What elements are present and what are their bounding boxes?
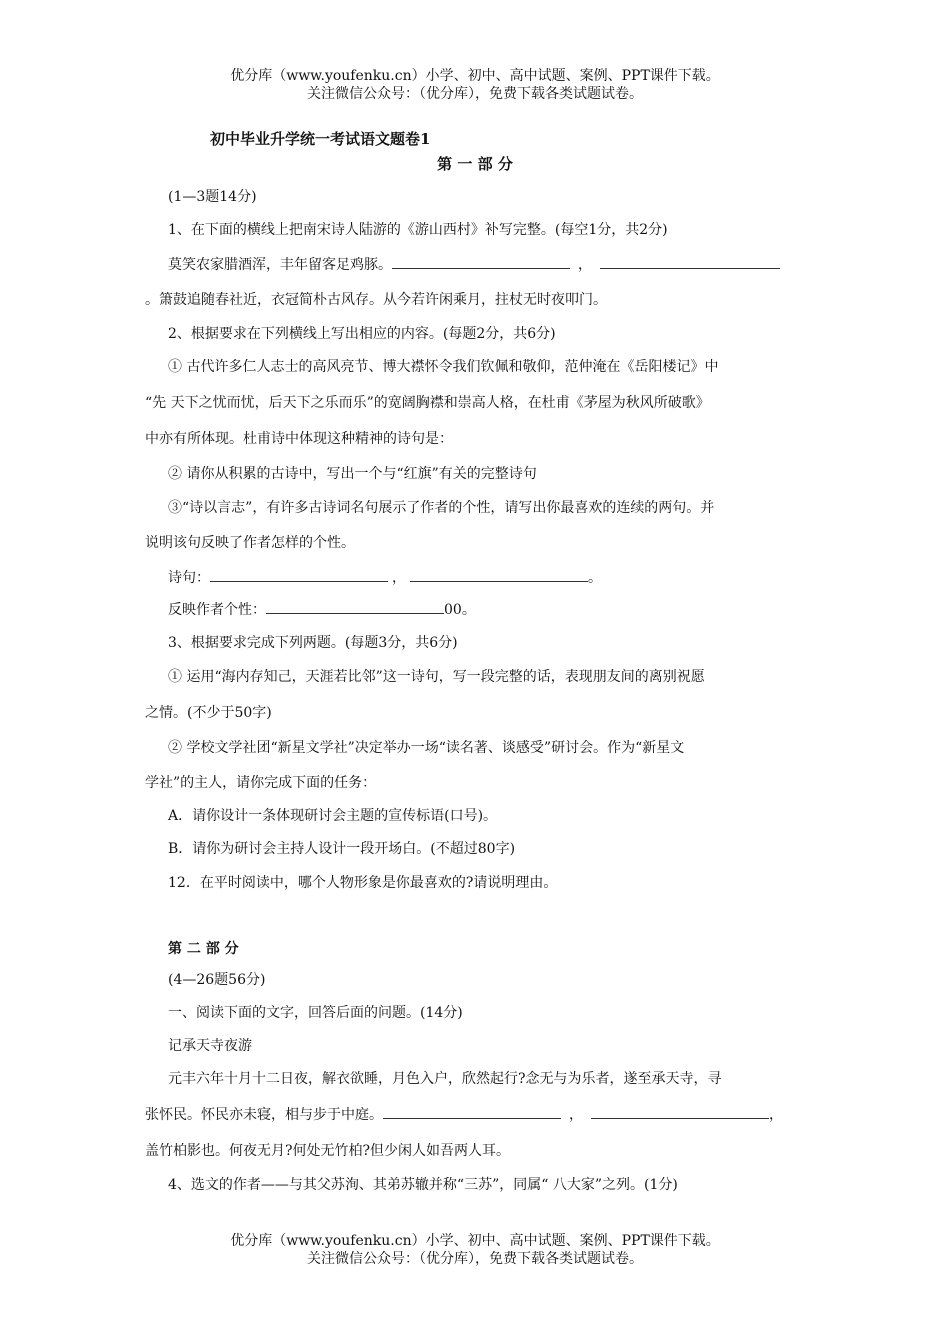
essay-para-2	[145, 1104, 783, 1124]
header-line-2: 关注微信公众号：（优分库），免费下载各类试题试卷。	[307, 86, 643, 102]
q2-item-3-a: ③“诗以言志”，有许多古诗词名句展示了作者的个性，请写出你最喜欢的连续的两句。并	[168, 500, 715, 516]
answer-blank[interactable]	[392, 254, 570, 269]
q3-item-1-a: ① 运用“海内存知己，天涯若比邻”这一诗句，写一段完整的话，表现朋友间的离别祝愿	[168, 669, 705, 685]
q2-item-1-a: ① 古代许多仁人志士的高风亮节、博大襟怀令我们钦佩和敬仰，范仲淹在《岳阳楼记》中	[168, 359, 719, 375]
answer-blank[interactable]	[410, 567, 588, 582]
header-line-1: 优分库（www.youfenku.cn）小学、初中、高中试题、案例、PPT课件下载。	[230, 68, 720, 84]
question-12: 12．在平时阅读中，哪个人物形象是你最喜欢的?请说明理由。	[168, 875, 558, 891]
part1-score: (1—3题14分)	[168, 189, 257, 205]
page-footer	[0, 1232, 950, 1268]
reflect-label: 反映作者个性：	[168, 602, 266, 618]
q1-poem-line	[168, 254, 780, 274]
q3-item-2-b: 学社”的主人，请你完成下面的任务：	[145, 775, 377, 791]
q1-comma: ，	[578, 257, 592, 273]
essay-para-3: 盖竹柏影也。何夜无月?何处无竹柏?但少闲人如吾两人耳。	[145, 1143, 511, 1159]
answer-blank[interactable]	[591, 1104, 769, 1119]
part2-score: (4—26题56分)	[168, 972, 266, 988]
question-2: 2、根据要求在下列横线上写出相应的内容。(每题2分，共6分)	[168, 326, 556, 342]
q2-item-1-b: “先 天下之忧而忧，后天下之乐而乐”的宽阔胸襟和崇高人格，在杜甫《茅屋为秋风所破歌》	[145, 395, 710, 411]
q2-comma: ，	[392, 570, 406, 586]
q1-poem-start: 莫笑农家腊酒浑，丰年留客足鸡豚。	[168, 257, 392, 273]
part2-heading: 第 二 部 分	[168, 941, 239, 957]
q2-item-1-c: 中亦有所体现。杜甫诗中体现这种精神的诗句是：	[145, 431, 453, 447]
question-3: 3、根据要求完成下列两题。(每题3分，共6分)	[168, 635, 458, 651]
answer-blank[interactable]	[266, 599, 444, 614]
essay-comma-end: ，	[769, 1107, 783, 1123]
question-4: 4、选文的作者——与其父苏洵、其弟苏辙并称“三苏”，同属“ 八大家”之列。(1分)	[168, 1177, 678, 1193]
part1-heading: 第 一 部 分	[437, 155, 513, 173]
poem-label: 诗句：	[168, 570, 210, 586]
reflect-end: 00。	[444, 602, 476, 618]
q2-reflect-line	[168, 599, 476, 619]
essay-title: 记承天寺夜游	[168, 1038, 252, 1054]
q3-item-1-b: 之情。(不少于50字)	[145, 705, 272, 721]
reading-intro: 一、阅读下面的文字，回答后面的问题。(14分)	[168, 1005, 463, 1021]
essay-para-2-start: 张怀民。怀民亦未寝，相与步于中庭。	[145, 1107, 383, 1123]
q1-poem-end: 。箫鼓追随春社近，衣冠简朴古风存。从今若许闲乘月，拄杖无时夜叩门。	[145, 292, 607, 308]
essay-para-1: 元丰六年十月十二日夜，解衣欲睡，月色入户，欣然起行?念无与为乐者，遂至承天寺，寻	[168, 1071, 722, 1087]
essay-comma: ，	[569, 1107, 583, 1123]
q3-task-a: A．请你设计一条体现研讨会主题的宣传标语(口号)。	[168, 808, 498, 824]
page-header	[0, 67, 950, 103]
answer-blank[interactable]	[600, 254, 780, 269]
q2-item-3-b: 说明该句反映了作者怎样的个性。	[145, 535, 355, 551]
question-1: 1、在下面的横线上把南宋诗人陆游的《游山西村》补写完整。(每空1分，共2分)	[168, 222, 668, 238]
footer-line-1: 优分库（www.youfenku.cn）小学、初中、高中试题、案例、PPT课件下载。	[230, 1233, 720, 1249]
q3-task-b: B．请你为研讨会主持人设计一段开场白。(不超过80字)	[168, 841, 516, 857]
q2-poem-answer-line	[168, 567, 602, 587]
footer-line-2: 关注微信公众号：（优分库），免费下载各类试题试卷。	[307, 1251, 643, 1267]
q2-period: 。	[588, 570, 602, 586]
answer-blank[interactable]	[210, 567, 388, 582]
exam-title: 初中毕业升学统一考试语文题卷1	[210, 130, 431, 148]
q3-item-2-a: ② 学校文学社团“新星文学社”决定举办一场“读名著、谈感受”研讨会。作为“新星文	[168, 740, 685, 756]
q2-item-2: ② 请你从积累的古诗中，写出一个与“红旗”有关的完整诗句	[168, 466, 537, 482]
answer-blank[interactable]	[383, 1104, 561, 1119]
